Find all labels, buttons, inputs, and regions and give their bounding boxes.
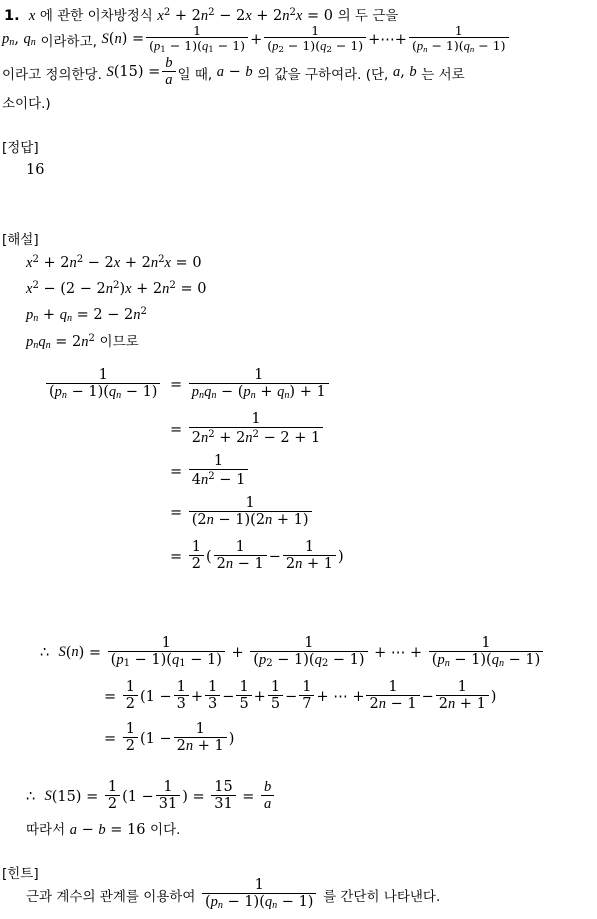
solution-eq-2: $x^2 - (2 - 2n^2)x + 2n^2 = 0$ [26, 280, 207, 297]
hint-line: 근과 계수의 관계를 이용하여 $\frac{1}{(p_n - 1)(q_n - 1)}$ 를 간단히 나타낸다. [26, 877, 441, 912]
solution-eq-3: $p_n + q_n = 2 - 2n^2$ [26, 306, 147, 324]
derivation-step-1: = $\frac{1}{p_nq_n - (p_n + q_n) + 1}$ [170, 368, 331, 401]
sum-line-3: = $\frac{1}{2}$ (1 − $\frac{1}{2n + 1}$ ) [104, 721, 235, 755]
problem-line-4: 소이다.) [2, 96, 51, 112]
conclusion-line: 따라서 a − b = 16 이다. [26, 822, 181, 838]
solution-eq-4: $p_nq_n = 2n^2$ 이므로 [26, 333, 139, 351]
sum-line-2: = $\frac{1}{2}$ (1 − $\frac{1}{3}$ + $\frac{1}{3}$ − $\frac{1}{5}$ + $\frac{1}{5}$ − $\frac{1}{7}$ + ⋯ + $\frac{1}{2n - 1}$ − $\frac{1}{2n + 1}$ ) [104, 679, 497, 713]
derivation-step-2: = $\frac{1}{2n^2 + 2n^2 - 2 + 1}$ [170, 412, 325, 447]
problem-number: 1. [4, 8, 20, 24]
sum-line-1: ∴ S ( n ) = $\frac{1}{(p_1 - 1)(q_1 - 1)}$ + $\frac{1}{(p_2 - 1)(q_2 - 1)}$ + ⋯ + $\frac{1}{(p_n - 1)(q_n - 1)}$ [40, 636, 545, 669]
answer-header: [정답] [2, 140, 39, 156]
problem-line-1: 1. x 에 관한 이차방정식 $x^2 + 2n^2 - 2x + 2n^2x = 0$ 의 두 근을 [4, 7, 399, 24]
derivation-step-4: = $\frac{1}{(2n - 1)(2n + 1)}$ [170, 496, 314, 529]
solution-eq-1: $x^2 + 2n^2 - 2x + 2n^2x = 0$ [26, 254, 202, 271]
problem-line-2: $p_n$, $q_n$ 이라하고, S(n) = $\frac{1}{(p_1 - 1)(q_1 - 1)}$ + $\frac{1}{(p_2 - 1)(q_2 - 1)}$ +⋯+ $\frac{1}{(p_n - 1)(q_n - 1)}$ [2, 24, 511, 56]
s15-line: ∴ S (15) = $\frac{1}{2}$ (1 − $\frac{1}{31}$ ) = $\frac{15}{31}$ = $\frac{b}{a}$ [26, 780, 276, 813]
derivation-step-5: = $\frac{1}{2}$ ( $\frac{1}{2n - 1}$ − $\frac{1}{2n + 1}$ ) [170, 539, 344, 573]
derivation-step-3: = $\frac{1}{4n^2 - 1}$ [170, 454, 250, 489]
solution-header: [해설] [2, 232, 39, 248]
hint-header: [힌트] [2, 866, 39, 882]
problem-line-3: 이라고 정의한당. S(15) = $\frac{b}{a}$ 일 때, a − b 의 값을 구하여라. (단, a, b 는 서로 [2, 55, 465, 89]
answer-value: 16 [26, 162, 45, 178]
derivation-lhs: $\frac{1}{(p_n - 1)(q_n - 1)}$ [44, 368, 162, 401]
